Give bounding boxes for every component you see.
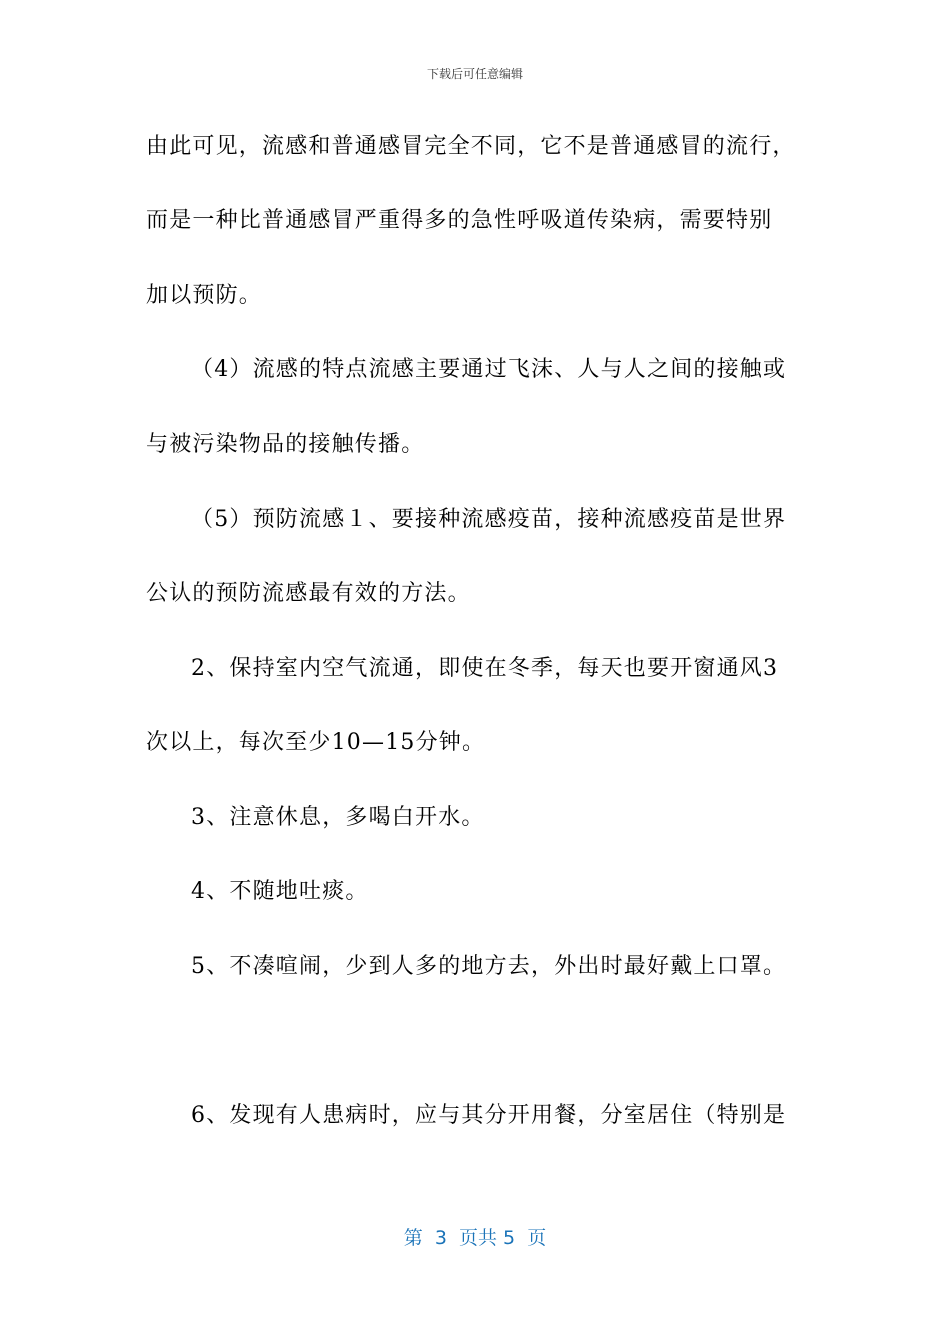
paragraph-line: 5、不凑喧闹，少到人多的地方去，外出时最好戴上口罩。 [191,954,787,979]
paragraph-line: 而是一种比普通感冒严重得多的急性呼吸道传染病，需要特别 [146,208,773,233]
paragraph-line: 公认的预防流感最有效的方法。 [146,581,471,606]
paragraph-line: 与被污染物品的接触传播。 [146,432,425,457]
paragraph-line: 6、发现有人患病时，应与其分开用餐，分室居住（特别是 [191,1103,787,1128]
paragraph-line: 4、不随地吐痰。 [191,879,369,904]
paragraph-line: 2、保持室内空气流通，即使在冬季，每天也要开窗通风3 [191,656,779,681]
paragraph-line: 由此可见，流感和普通感冒完全不同，它不是普通感冒的流行， [146,134,796,159]
paragraph-line: 次以上，每次至少10—15分钟。 [146,730,486,755]
paragraph-line: 3、注意休息，多喝白开水。 [191,805,485,830]
paragraph-line: 加以预防。 [146,283,263,308]
page-header: 下载后可任意编辑 [426,67,523,81]
page-number-footer: 第 3 页共 5 页 [403,1227,547,1249]
paragraph-line: （5）预防流感１、要接种流感疫苗，接种流感疫苗是世界 [191,507,787,532]
paragraph-line: （4）流感的特点流感主要通过飞沫、人与人之间的接触或 [191,357,787,382]
